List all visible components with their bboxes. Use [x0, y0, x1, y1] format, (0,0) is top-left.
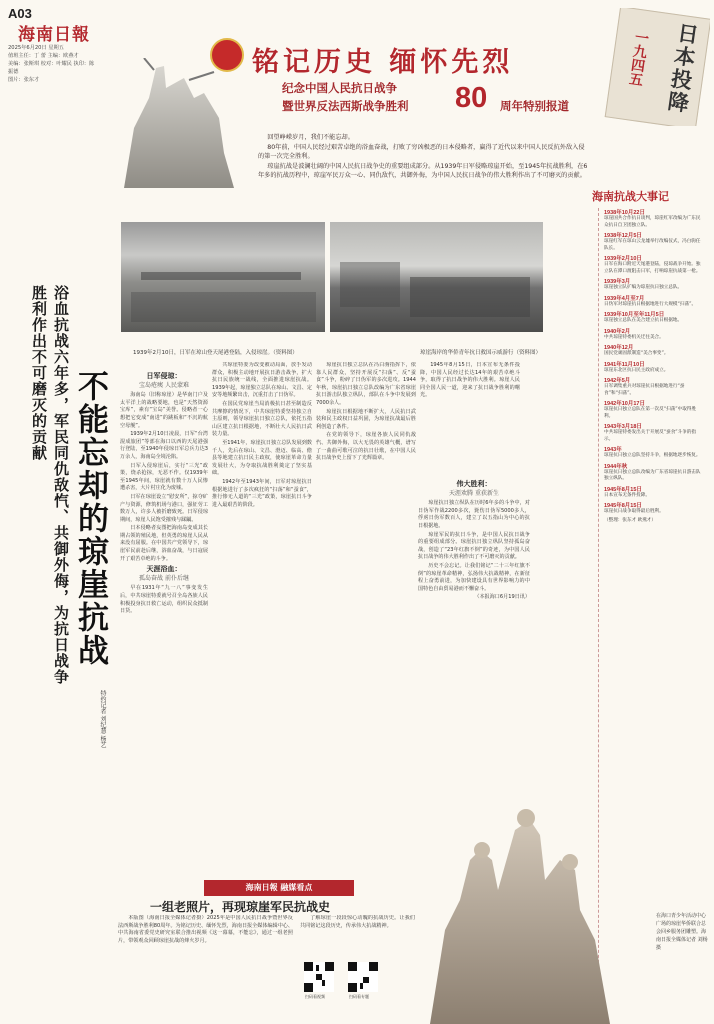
paragraph: 在党的领导下，琼崖各族人民同仇敌忾、共御外侮，以大无畏的英雄气概，谱写了一曲曲可歌可泣的抗日壮歌，在中国人民抗日战争史上留下了光辉篇章。 — [316, 432, 416, 462]
section-heading: 天涯浴血： — [146, 565, 182, 574]
banner-title — [210, 38, 590, 78]
article-byline: 特约记者 刘纪慧 杨艺 — [99, 690, 106, 748]
timeline-item — [599, 376, 702, 397]
media-tag: 海南日報 融媒看点 — [204, 880, 354, 896]
event-date: 1944年秋 — [604, 463, 628, 470]
event-text: 中共琼崖特委发出关于开展反“蚕食”斗争的指示。 — [604, 430, 697, 442]
paragraph: 了解琼崖一段段惊心动魄的抗战历史。让我们共同铭记这段历史，传承伟大抗战精神。 — [300, 915, 415, 929]
article-column-4 — [420, 362, 520, 472]
event-date: 1941年11月10日 — [604, 361, 645, 368]
qr-code-icon[interactable] — [304, 962, 334, 992]
paragraph: 1939年2月10日凌晨，日军“台湾混成旅团”等部在海口以西的天尾港强行登陆，至1940年侵琼日军总兵力达3万余人，海南岛全境沦陷。 — [120, 431, 208, 460]
photo-caption-2: 琼崖海岸的华侨青年抗日救国示威游行（资料图） — [420, 350, 542, 356]
party-emblem-icon — [210, 38, 244, 72]
article-column-2 — [212, 362, 312, 887]
timeline-item — [599, 277, 702, 292]
timeline-item — [599, 462, 702, 483]
timeline-item — [599, 208, 702, 229]
paragraph: 本版图（海南日报全媒体记者摄）2025年是中国人民抗日战争暨世界反法西斯战争胜利80周年。为铭记历史、缅怀先烈，海南日报全媒体编辑中心、中共海南省委党史研究室联合推出视频《这一幕幕，不能忘》，通过一组老照片，带领观众回顾琼崖抗战的烽火岁月。 — [118, 915, 293, 944]
event-text: 日军调集重兵对琼崖抗日根据地进行“蚕食”和“扫荡”。 — [604, 384, 685, 396]
event-text: 琼崖独立队扩编为琼崖抗日独立总队。 — [604, 285, 683, 290]
event-text: 中共琼崖特委机关迁往美合。 — [604, 334, 664, 340]
paragraph: 日军在琼崖设立“慰安所”，掠夺矿产与资源，修筑机场与港口，强征劳工数万人，许多人被折磨致死。日军侵琼期间，琼崖人民饱受摧残与蹂躏。 — [120, 493, 208, 523]
paragraph: 至1941年，琼崖抗日独立总队发展到数千人，先后在琼山、文昌、澄迈、临高、儋县等地建立抗日民主政权，使琼崖革命力量发展壮大，为夺取抗战胜利奠定了坚实基础。 — [212, 439, 312, 477]
qr-caption: 扫码看视频 — [305, 994, 325, 999]
event-date: 1939年4月至7月 — [604, 295, 645, 302]
paragraph: 琼崖抗日独立总队在冯白驹指挥下，依靠人民群众，坚持开展反“扫荡”、反“蚕食”斗争，粉碎了日伪军的多次进攻。1944年秋，琼崖抗日独立总队改编为广东省琼崖抗日游击队独立纵队，部队在斗争中发展到7000余人。 — [316, 362, 416, 406]
event-text: 琼崖抗日独立总队改编为广东省琼崖抗日游击队独立纵队。 — [604, 469, 701, 481]
historic-photo-landing — [121, 222, 325, 332]
article-column-3 — [316, 362, 416, 887]
event-text: 琼崖独立总队在美合建立抗日根据地。 — [604, 318, 683, 323]
qr-code-icon[interactable] — [348, 962, 378, 992]
event-date: 1938年12月5日 — [604, 233, 642, 239]
bottom-title: 一组老照片，再现琼崖军民抗战史 — [150, 900, 331, 914]
event-text: 日伪军对琼崖抗日根据地进行大规模“扫荡”。 — [604, 301, 697, 307]
timeline-item — [599, 310, 702, 325]
historic-photo-parade — [330, 222, 543, 332]
intro-paragraph: 回望峥嵘岁月，我们不能忘却。 — [267, 134, 354, 141]
headline-subtitle: 浴血抗战六年多，军民同仇敌忾、共御外侮，为抗日战争胜利作出不可磨灭的贡献 — [30, 285, 70, 685]
paper-logo: 海南日報 — [18, 25, 90, 45]
sidebar-title: 海南抗战大事记 — [592, 190, 669, 203]
paragraph: 在国民党琼崖当局消极抗日甚至制造反共摩擦的情况下，中共琼崖特委坚持独立自主原则，领导琼崖抗日独立总队，依托五指山区建立抗日根据地，不断壮大人民抗日武装力量。 — [212, 400, 312, 438]
masthead-info — [8, 44, 98, 84]
timeline-item — [599, 501, 702, 516]
event-text: 琼崖红军在琼山云龙墟举行改编仪式，冯白驹任队长。 — [604, 239, 701, 251]
anniversary-number: 80 — [455, 82, 488, 114]
event-date: 1939年3月 — [604, 279, 631, 285]
event-text: 琼崖抗日独立总队坚持斗争，根据地逐步恢复。 — [604, 453, 701, 458]
statue-caption: 在海口青少年活动中心广场的琼崖华侨联合总会回乡服务团雕塑。海南日报全媒体记者 刘杨 摄 — [656, 913, 708, 951]
intro-paragraph: 80年前，中国人民经过艰苦卓绝的浴血奋战，打败了穷凶极恶的日本侵略者，赢得了近代以来中国人民反抗外敌入侵的第一次完全胜利。 — [258, 144, 585, 160]
timeline-item — [599, 485, 702, 500]
event-date: 1942年10月17日 — [604, 401, 645, 407]
banner-subtitle-2: 暨世界反法西斯战争胜利 — [282, 99, 409, 113]
paragraph: 1945年8月15日，日本宣布无条件投降，中国人民经过长达14年的艰苦卓绝斗争，取得了抗日战争的伟大胜利。琼崖人民同全国人民一道，迎来了抗日战争胜利的曙光。 — [420, 362, 520, 399]
mast-line: 值班主任：丁 蕾 主编：欧燕才 — [8, 53, 79, 59]
event-date: 1940年12月 — [604, 345, 634, 351]
bottom-text-right — [300, 915, 415, 955]
event-text: 琼崖国共合作抗日谈判，琼崖红军改编为广东民众抗日自卫团独立队。 — [604, 216, 701, 228]
event-date: 1940年2月 — [604, 328, 631, 335]
article-column-1 — [120, 370, 208, 885]
calendar-subtext: 一九四五 — [626, 29, 650, 87]
event-text: 国民党顽固派制造“美合事变”。 — [604, 351, 669, 356]
headline-main: 不能忘却的琼崖抗战 — [72, 370, 108, 667]
section-subheading: 天涯欢腾 重获新生 — [449, 489, 499, 497]
qr-caption: 扫码看专题 — [349, 994, 369, 999]
mast-line: 图片：张东才 — [8, 77, 40, 83]
source-text: （整理：张东才 欧燕才） — [604, 517, 656, 523]
banner-subtitle-3: 周年特别报道 — [500, 99, 569, 113]
event-date: 1943年 — [604, 447, 622, 453]
paragraph: 日本侵略者妄图把海南岛变成其长期占领的殖民地，但英勇的琼崖人民从来没有屈服。在中国共产党领导下，琼崖军民前赴后继，浴血奋战，与日寇展开了艰苦卓绝的斗争。 — [120, 525, 208, 562]
event-date: 1939年2月10日 — [604, 256, 642, 262]
timeline-item — [599, 399, 702, 420]
paragraph: 1942年至1943年间，日军对琼崖抗日根据地进行了多次疯狂的“扫荡”和“蚕食”，推行惨无人道的“三光”政策，琼崖抗日斗争进入最艰苦的阶段。 — [212, 478, 312, 508]
photo-caption-1: 1939年2月10日，日军在琼山登天尾港登陆，入侵琼崖。（资料图） — [133, 350, 298, 356]
timeline-item — [599, 231, 702, 252]
banner-subtitle-1: 纪念中国人民抗日战争 — [282, 81, 397, 95]
paragraph: 历史不会忘记。让我们铭记“二十三年红旗不倒”的琼崖革命精神，弘扬伟大抗战精神，在新征程上奋勇前进，为加快建设具有世界影响力的中国特色自由贸易港而不懈奋斗。 — [418, 562, 530, 592]
timeline-source — [599, 518, 702, 525]
event-text: 琼崖抗日战争取得最后胜利。 — [604, 509, 664, 514]
event-date: 1943年3月18日 — [604, 424, 642, 430]
page-number: A03 — [8, 6, 32, 21]
banner-title-text: 铭记历史 缅怀先烈 — [252, 47, 514, 78]
timeline-item — [599, 343, 702, 358]
section-subheading: 孤岛奋战 前仆后继 — [139, 574, 189, 582]
paragraph: 海南岛（旧称琼崖）是华南门户及太平洋上的战略要地，也是“天然资源宝库”，素有“宝岛”美誉。侵略者一心想把它变成“南进”的跳板和“不沉的航空母舰”。 — [120, 392, 208, 429]
event-date: 1942年5月 — [604, 378, 631, 384]
paragraph: 日军入侵琼崖后，实行“三光”政策，烧杀抢掠，无恶不作。仅1939年至1945年间，琼崖就有数十万人民惨遭杀害，大片村庄化为废墟。 — [120, 462, 208, 492]
timeline-item — [599, 294, 702, 309]
calendar-text: 日本投降 — [663, 21, 702, 116]
paragraph: 琼崖抗日根据地不断扩大，人民抗日武装和民主政权日益巩固，为琼崖抗战最后胜利创造了条件。 — [316, 408, 416, 430]
intro-paragraph: 琼崖抗战是波澜壮阔的中国人民抗日战争史的重要组成部分。从1939年日军侵略琼崖开始，至1945年抗战胜利，在6年多的抗战历程中，琼崖军民万众一心、同仇敌忾，共御外侮，为中国人民抗日战争的伟大胜利作出了不可磨灭的贡献。 — [258, 163, 588, 179]
timeline-item — [599, 327, 702, 342]
event-text: 日军在海口附近天尾港登陆，侵琼战争开始。独立队在潭口渡阻击日军，打响琼崖抗战第一枪。 — [604, 262, 701, 274]
mast-line: 2025年6月20日 星期五 — [8, 45, 64, 51]
dateline-note: （本报海口6月19日讯） — [474, 594, 530, 601]
section-heading: 日军侵琼： — [146, 372, 182, 380]
event-date: 1939年10月至年11月5日 — [604, 312, 665, 318]
overseas-chinese-statue-image — [420, 790, 620, 1024]
section-subheading: 宝岛疮痍 人民蒙难 — [139, 381, 189, 389]
timeline-item — [599, 360, 702, 375]
mast-line: 美编：张斯琪 校对：叶耀民 执印：陈振德 — [8, 61, 95, 75]
paragraph: 早在1931年“九一八”事变发生后，中共琼崖特委就号召全岛各族人民积极投身抗日救亡运动，组织民众抵制日货。 — [120, 585, 208, 615]
paragraph: 琼崖抗日独立纵队在历时6年多的斗争中，对日伪军作战2200多次，毙伤日伪军5000多人，俘虏日伪军数百人，建立了以五指山为中心的抗日根据地。 — [418, 500, 530, 529]
timeline-item — [599, 422, 702, 443]
paragraph: 琼崖军民的抗日斗争，是中国人民抗日战争的重要组成部分。琼崖抗日独立纵队坚持孤岛奋战，创造了“23年红旗不倒”的奇迹，为中国人民抗日战争的伟大胜利作出了不可磨灭的贡献。 — [418, 531, 530, 561]
event-text: 琼崖抗日独立总队在第一次反“扫荡”中取得胜利。 — [604, 407, 697, 419]
timeline-item — [599, 445, 702, 460]
section-heading: 伟大胜利： — [456, 480, 492, 488]
paragraph: 共琼崖特委为改变被动局面，放手发动群众，积极主动地开展抗日游击战争，扩大抗日民族统一战线，全面推进琼崖抗战。1939年起，琼崖独立总队在琼山、文昌、定安等地频繁出击，沉重打击了日伪军。 — [212, 362, 312, 399]
intro-paragraphs — [258, 133, 588, 181]
event-date: 1945年8月15日 — [604, 486, 642, 493]
event-date: 1945年8月15日 — [604, 503, 642, 509]
event-text: 琼崖东北区抗日民主政府成立。 — [604, 367, 669, 373]
timeline-item — [599, 254, 702, 275]
event-date: 1938年10月22日 — [604, 210, 645, 216]
bottom-text-left — [118, 915, 293, 985]
surrender-calendar-image — [592, 8, 710, 126]
event-text: 日本宣布无条件投降。 — [604, 492, 650, 498]
